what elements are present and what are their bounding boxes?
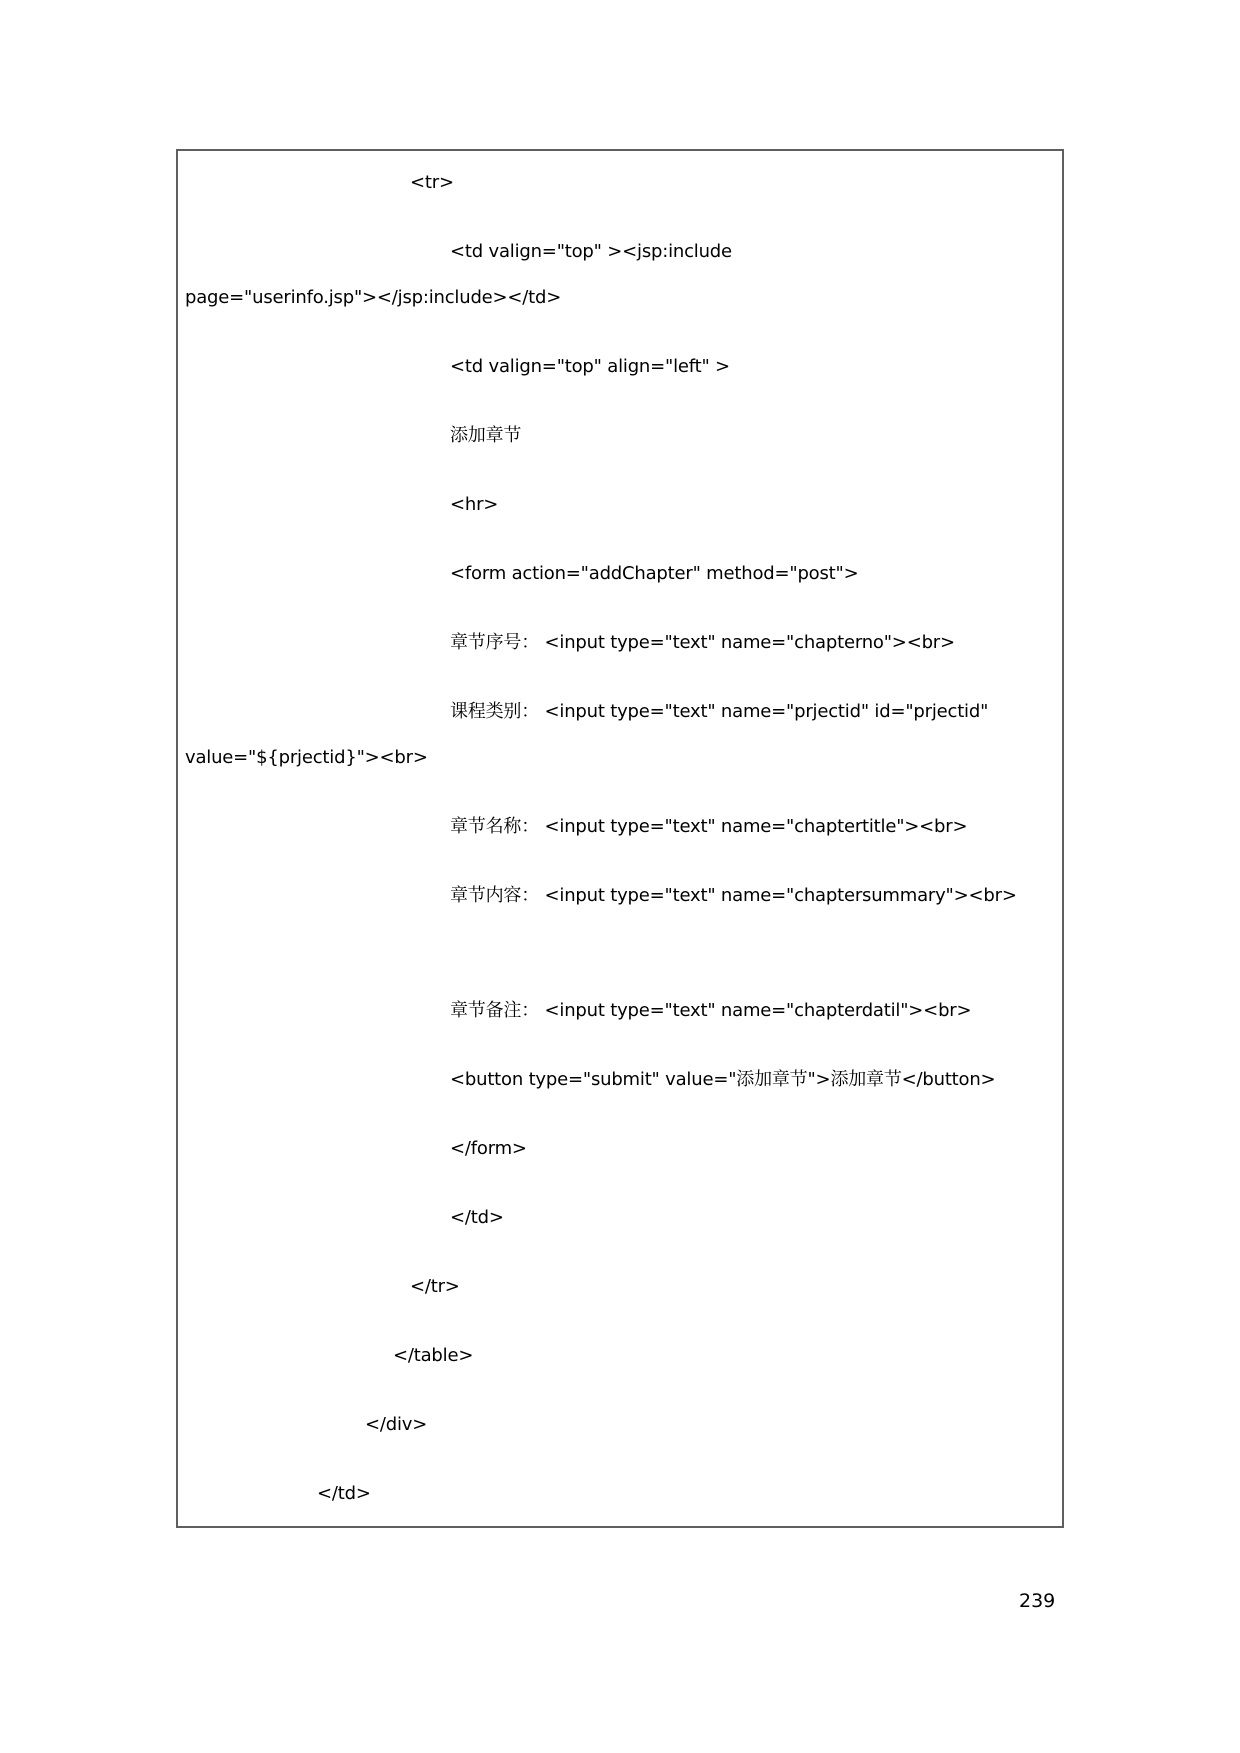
code-line: value="${prjectid}"><br>	[185, 747, 428, 768]
code-box	[176, 149, 1064, 1528]
code-line: </form>	[450, 1138, 527, 1159]
code-line: page="userinfo.jsp"></jsp:include></td>	[185, 287, 562, 308]
code-line: </table>	[393, 1345, 474, 1366]
code-line: <form action="addChapter" method="post">	[450, 563, 859, 584]
code-line: <hr>	[450, 494, 499, 515]
code-line: 章节内容： <input type="text" name="chaptersummary"><br>	[450, 885, 1017, 906]
code-line: <td valign="top" align="left" >	[450, 356, 730, 377]
code-line: <tr>	[410, 172, 454, 193]
code-line: 章节备注： <input type="text" name="chapterdatil"><br>	[450, 1000, 972, 1021]
code-line: </tr>	[410, 1276, 460, 1297]
code-line: </td>	[317, 1483, 371, 1504]
code-line: </div>	[365, 1414, 428, 1435]
code-line: <button type="submit" value="添加章节">添加章节</button>	[450, 1069, 996, 1090]
code-line: 课程类别： <input type="text" name="prjectid" id="prjectid"	[450, 701, 989, 722]
code-line: </td>	[450, 1207, 504, 1228]
code-line: 添加章节	[450, 425, 522, 446]
page-number: 239	[1019, 1590, 1056, 1612]
code-line: <td valign="top" ><jsp:include	[450, 241, 732, 262]
code-line: 章节名称： <input type="text" name="chaptertitle"><br>	[450, 816, 968, 837]
code-line: 章节序号： <input type="text" name="chapterno"><br>	[450, 632, 955, 653]
code-line-spacer	[178, 942, 1062, 988]
